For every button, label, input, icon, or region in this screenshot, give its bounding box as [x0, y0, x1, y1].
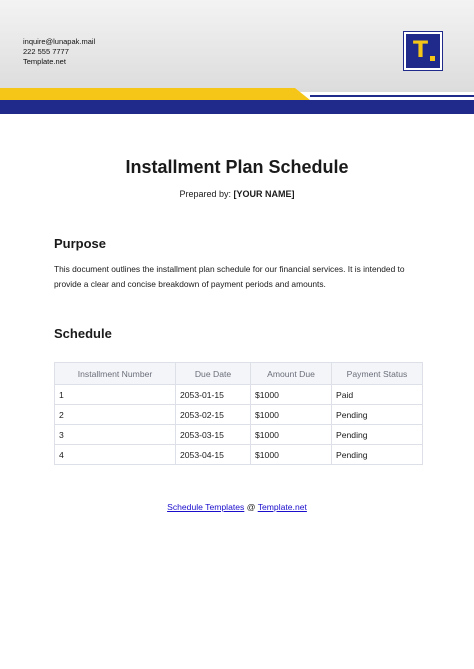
cell-installment: 1	[55, 385, 176, 405]
table-row	[55, 405, 423, 425]
schedule-heading: Schedule	[54, 326, 112, 341]
contact-info	[23, 37, 95, 67]
cell-installment: 3	[55, 425, 176, 445]
contact-email: inquire@lunapak.mail	[23, 37, 96, 46]
cell-status: Pending	[332, 425, 423, 445]
cell-due-date: 2053-01-15	[176, 385, 251, 405]
cell-status: Pending	[332, 405, 423, 425]
cell-due-date: 2053-02-15	[176, 405, 251, 425]
purpose-heading: Purpose	[54, 236, 107, 251]
prepared-by	[0, 189, 474, 199]
header-yellow-stripe	[0, 88, 310, 100]
purpose-text: This document outlines the installment plan schedule for our financial services. It is intended to provide a clear and concise breakdown of payment periods and amounts.	[54, 264, 405, 289]
template-net-link[interactable]: Template.net	[257, 502, 307, 512]
col-amount-due: Amount Due	[251, 363, 332, 385]
cell-due-date: 2053-04-15	[176, 445, 251, 465]
col-payment-status: Payment Status	[332, 363, 423, 385]
cell-status: Paid	[332, 385, 423, 405]
cell-amount: $1000	[251, 445, 332, 465]
cell-amount: $1000	[251, 405, 332, 425]
table-row	[55, 445, 423, 465]
footer	[0, 502, 474, 512]
cell-installment: 4	[55, 445, 176, 465]
cell-amount: $1000	[251, 385, 332, 405]
cell-status: Pending	[332, 445, 423, 465]
logo-dot	[430, 56, 435, 61]
prepared-name: [YOUR NAME]	[233, 189, 295, 199]
contact-phone: 222 555 7777	[23, 47, 69, 56]
header-navy-stripe	[0, 100, 474, 114]
contact-site: Template.net	[23, 57, 66, 66]
header-thin-line	[310, 95, 474, 97]
col-due-date: Due Date	[176, 363, 251, 385]
prepared-label: Prepared by:	[179, 189, 231, 199]
logo-letter: T	[413, 38, 429, 63]
table-header-row	[55, 363, 423, 385]
cell-amount: $1000	[251, 425, 332, 445]
table-row	[55, 385, 423, 405]
col-installment-number: Installment Number	[55, 363, 176, 385]
brand-logo	[404, 32, 442, 70]
cell-installment: 2	[55, 405, 176, 425]
schedule-templates-link[interactable]: Schedule Templates	[167, 502, 245, 512]
cell-due-date: 2053-03-15	[176, 425, 251, 445]
footer-separator: @	[246, 502, 256, 512]
header	[0, 0, 474, 92]
schedule-table	[54, 362, 423, 465]
document-title: Installment Plan Schedule	[125, 157, 349, 177]
table-row	[55, 425, 423, 445]
